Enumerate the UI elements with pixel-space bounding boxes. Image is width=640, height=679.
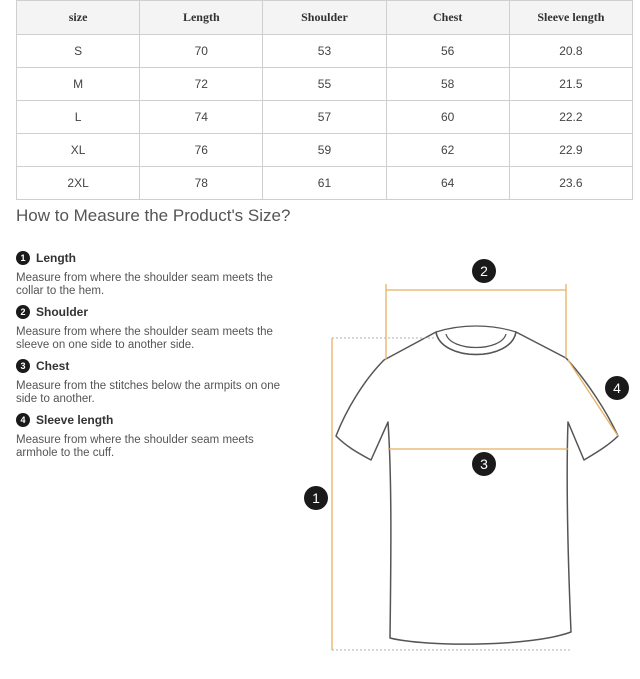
cell-length: 78 (140, 167, 263, 200)
guide-item-shoulder (16, 304, 296, 352)
guide-description: Measure from where the shoulder seam meets the sleeve on one side to another side. (16, 326, 273, 351)
table-header-row (17, 1, 633, 35)
table-row (17, 101, 633, 134)
cell-sleeve-length: 21.5 (509, 68, 632, 101)
cell-shoulder: 53 (263, 35, 386, 68)
number-2-icon: 2 (16, 305, 30, 319)
cell-length: 72 (140, 68, 263, 101)
number-1-icon: 1 (16, 251, 30, 265)
number-3-icon: 3 (16, 359, 30, 373)
marker-length (304, 486, 328, 510)
guide-title: Length (36, 251, 76, 265)
cell-size: 2XL (17, 167, 140, 200)
marker-sleeve-label: 4 (613, 380, 621, 396)
measure-guide (16, 250, 296, 466)
table-row (17, 68, 633, 101)
table-row (17, 167, 633, 200)
header-shoulder: Shoulder (263, 1, 386, 35)
cell-shoulder: 61 (263, 167, 386, 200)
guide-item-length (16, 250, 296, 298)
guide-item-sleeve-length (16, 412, 296, 460)
header-length: Length (140, 1, 263, 35)
cell-sleeve-length: 22.2 (509, 101, 632, 134)
cell-chest: 60 (386, 101, 509, 134)
guide-title: Sleeve length (36, 413, 114, 427)
table-row (17, 134, 633, 167)
cell-chest: 62 (386, 134, 509, 167)
cell-shoulder: 57 (263, 101, 386, 134)
tshirt-collar (436, 332, 516, 355)
marker-shoulder (472, 259, 496, 283)
number-4-icon: 4 (16, 413, 30, 427)
cell-sleeve-length: 20.8 (509, 35, 632, 68)
size-table (16, 0, 633, 200)
marker-sleeve-length (605, 376, 629, 400)
cell-chest: 58 (386, 68, 509, 101)
cell-size: S (17, 35, 140, 68)
tshirt-outline (336, 332, 618, 644)
cell-chest: 64 (386, 167, 509, 200)
cell-length: 70 (140, 35, 263, 68)
table-row (17, 35, 633, 68)
guide-title: Chest (36, 359, 70, 373)
header-chest: Chest (386, 1, 509, 35)
cell-size: XL (17, 134, 140, 167)
cell-length: 74 (140, 101, 263, 134)
header-sleeve-length: Sleeve length (509, 1, 632, 35)
marker-length-label: 1 (312, 490, 320, 506)
guide-item-chest (16, 358, 296, 406)
guide-description: Measure from where the shoulder seam meets armhole to the cuff. (16, 434, 254, 459)
cell-length: 76 (140, 134, 263, 167)
cell-shoulder: 59 (263, 134, 386, 167)
cell-shoulder: 55 (263, 68, 386, 101)
marker-chest (472, 452, 496, 476)
cell-chest: 56 (386, 35, 509, 68)
tshirt-diagram (296, 250, 640, 670)
header-size: size (17, 1, 140, 35)
guide-description: Measure from where the shoulder seam meets the collar to the hem. (16, 272, 273, 297)
tshirt-collar-top (436, 326, 516, 332)
section-heading: How to Measure the Product's Size? (16, 206, 291, 225)
cell-sleeve-length: 23.6 (509, 167, 632, 200)
marker-shoulder-label: 2 (480, 263, 488, 279)
cell-size: L (17, 101, 140, 134)
cell-size: M (17, 68, 140, 101)
guide-title: Shoulder (36, 305, 89, 319)
guide-description: Measure from the stitches below the armpits on one side to another. (16, 380, 280, 405)
cell-sleeve-length: 22.9 (509, 134, 632, 167)
marker-chest-label: 3 (480, 456, 488, 472)
